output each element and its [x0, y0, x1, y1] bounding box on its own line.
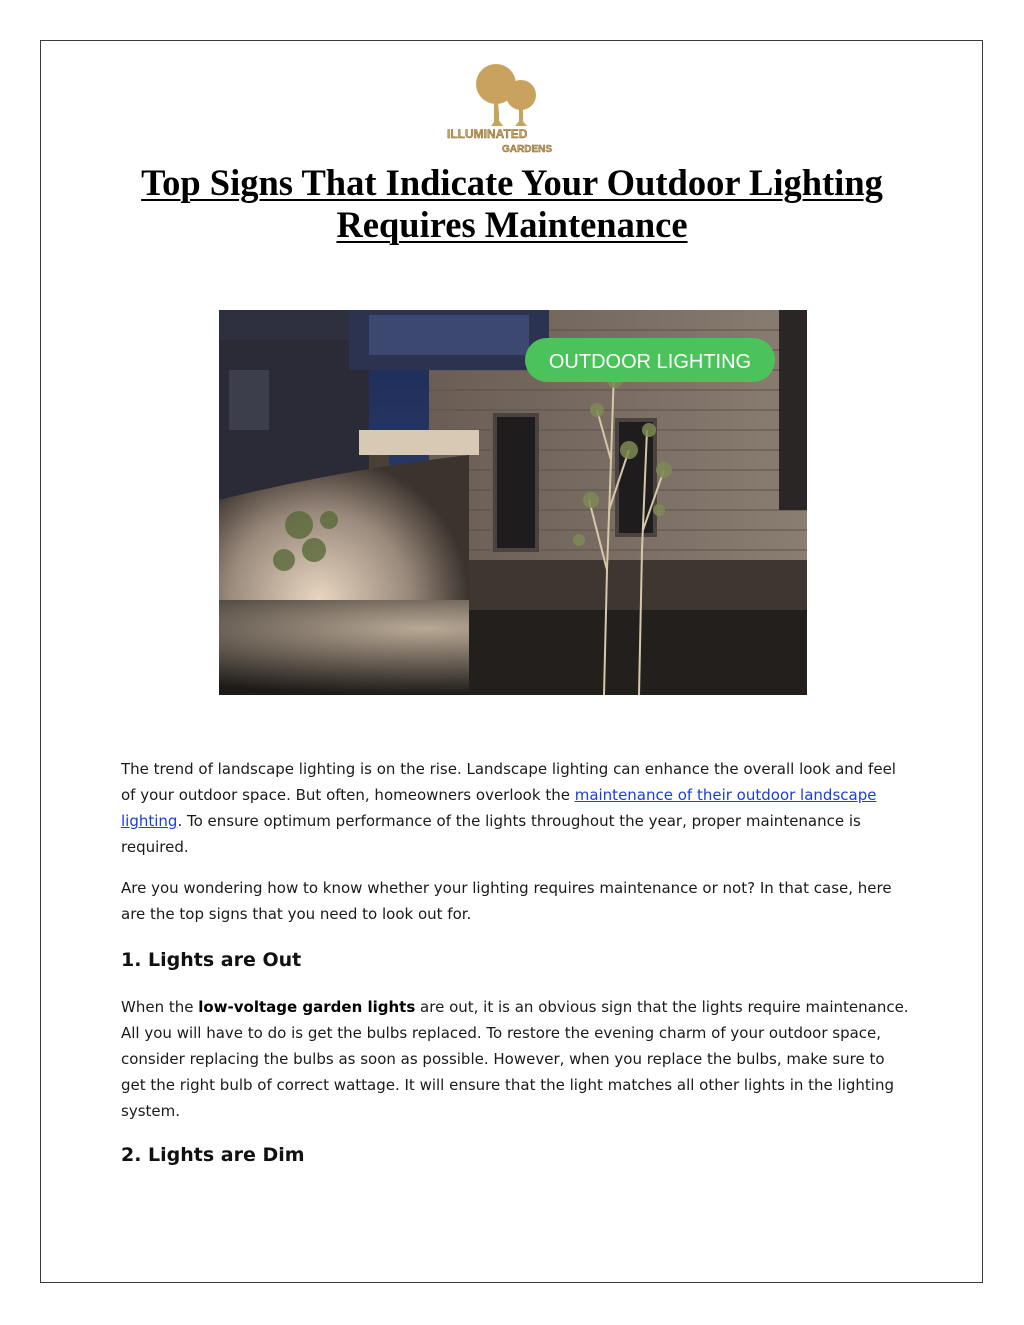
section-heading-lights-dim: 2. Lights are Dim	[121, 1144, 305, 1166]
hero-image	[219, 310, 807, 695]
lights-out-text-before: When the	[121, 998, 199, 1016]
hero-badge-text: OUTDOOR LIGHTING	[548, 351, 752, 373]
title-line-1: Top Signs That Indicate Your Outdoor Lighting	[141, 162, 883, 203]
intro-text-before: The trend of landscape lighting is on the rise. Landscape lighting can enhance the overall look and feel of your outdoor space. But often, homeowners overlook the	[121, 760, 896, 804]
maintenance-link[interactable]: maintenance of their outdoor landscape lighting	[121, 786, 877, 830]
section-heading-lights-out: 1. Lights are Out	[121, 949, 302, 971]
logo-text-line2: GARDENS	[502, 144, 553, 155]
outdoor-lighting-photo	[219, 310, 807, 695]
lights-out-text-after: are out, it is an obvious sign that the lights require maintenance. All you will have to do is get the bulbs replaced. To restore the evening charm of your outdoor space, consider replacing the bulbs as soon as possible. However, when you replace the bulbs, make sure to get the right bulb of correct wattage. It will ensure that the light matches all other lights in the lighting system.	[121, 998, 909, 1120]
tree-logo-icon	[445, 58, 575, 158]
illuminated-gardens-logo	[445, 58, 575, 158]
low-voltage-bold: low-voltage garden lights	[198, 998, 416, 1016]
question-paragraph: Are you wondering how to know whether your lighting requires maintenance or not? In that case, here are the top signs that you need to look out for.	[121, 879, 892, 923]
logo-text-line1: ILLUMINATED	[447, 127, 528, 141]
intro-text-after: . To ensure optimum performance of the lights throughout the year, proper maintenance is required.	[121, 812, 861, 856]
page-title	[60, 162, 964, 246]
intro-paragraph	[121, 756, 911, 860]
lights-out-paragraph	[121, 994, 911, 1124]
title-line-2: Requires Maintenance	[336, 204, 688, 245]
